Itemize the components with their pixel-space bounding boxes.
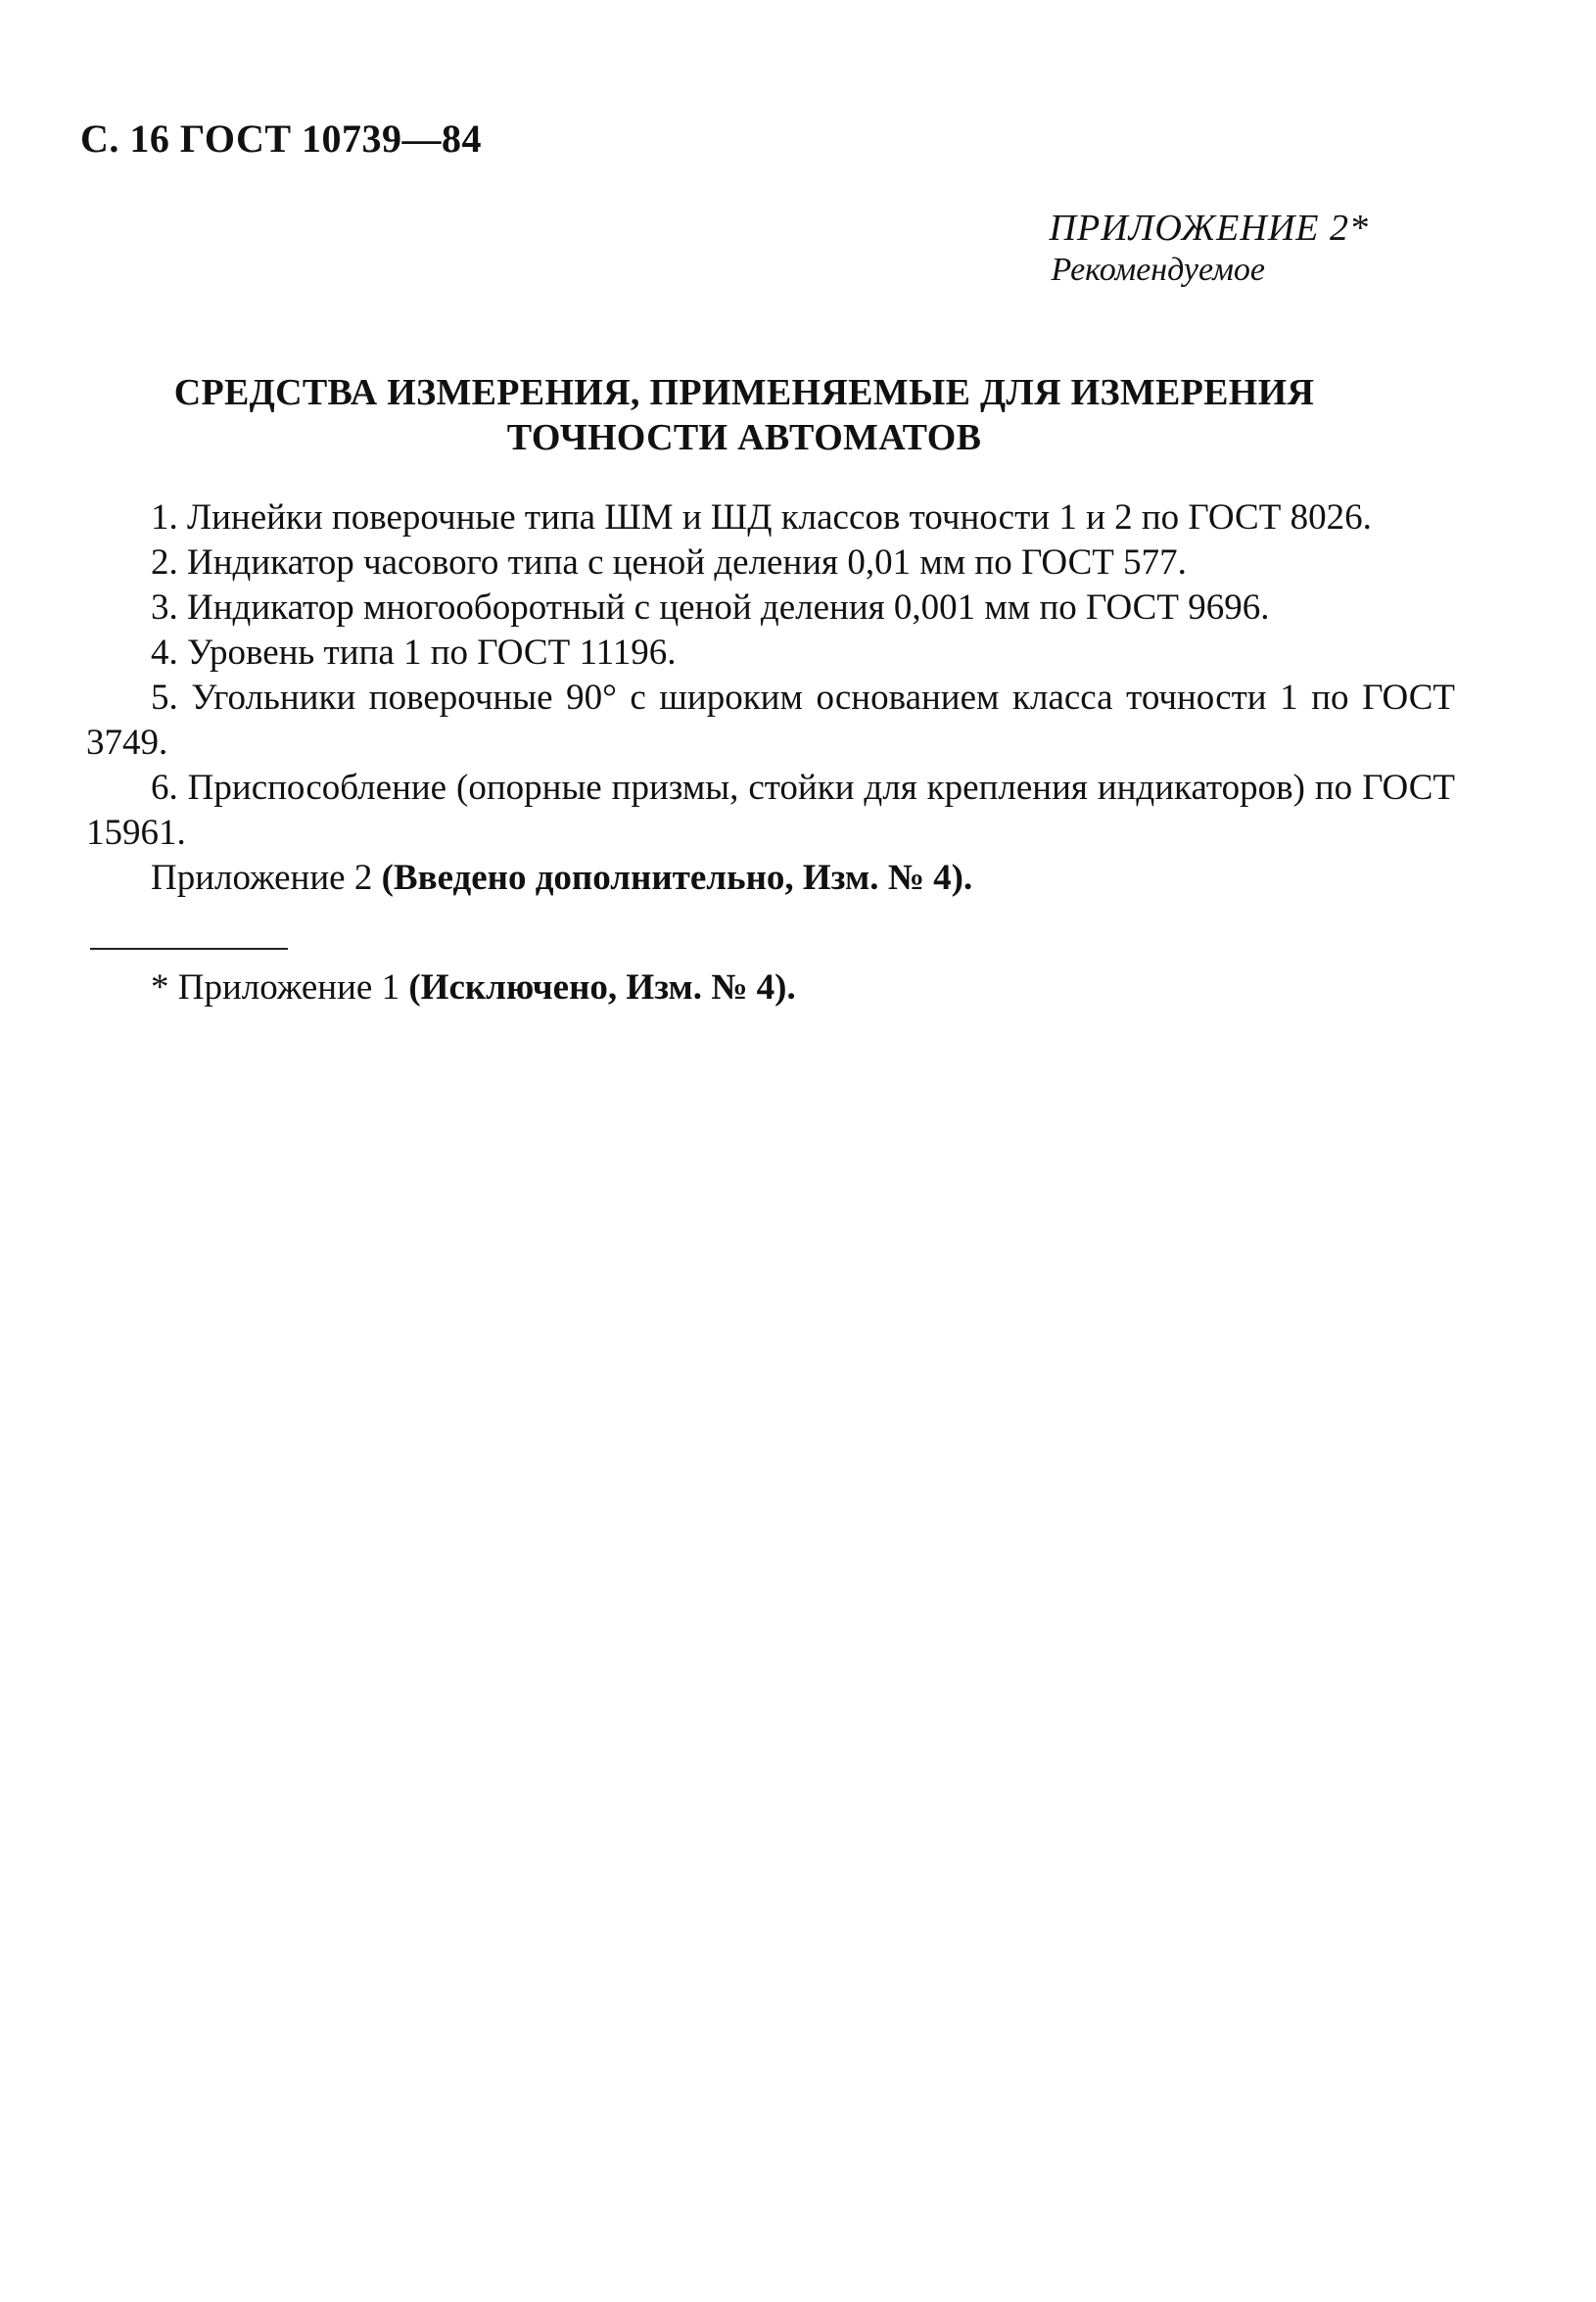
amendment-note-bold: (Введено дополнительно, Изм. № 4). xyxy=(381,858,973,898)
list-item: 3. Индикатор многооборотный с ценой деления 0,001 мм по ГОСТ 9696. xyxy=(151,587,1270,628)
list-item: 1. Линейки поверочные типа ШМ и ШД классов точности 1 и 2 по ГОСТ 8026. xyxy=(151,497,1372,538)
list-item: 2. Индикатор часового типа с ценой деления 0,01 мм по ГОСТ 577. xyxy=(151,542,1187,583)
list-item: 6. Приспособление (опорные призмы, стойки для крепления индикаторов) по ГОСТ 15961. xyxy=(86,768,1455,853)
appendix-status: Рекомендуемое xyxy=(1051,252,1266,288)
appendix-label xyxy=(1050,206,1369,290)
appendix-title: ПРИЛОЖЕНИЕ 2* xyxy=(1049,208,1369,249)
footnote-bold: (Исключено, Изм. № 4). xyxy=(408,967,796,1008)
document-title-line-1: СРЕДСТВА ИЗМЕРЕНИЯ, ПРИМЕНЯЕМЫЕ ДЛЯ ИЗМЕРЕНИЯ xyxy=(173,372,1315,413)
list-item: 4. Уровень типа 1 по ГОСТ 11196. xyxy=(151,633,677,673)
footnote-prefix: * Приложение 1 xyxy=(151,967,409,1008)
list-item: 5. Угольники поверочные 90° с широким основанием класса точности 1 по ГОСТ 3749. xyxy=(86,678,1455,763)
footnote xyxy=(151,965,796,1010)
page-header: С. 16 ГОСТ 10739—84 xyxy=(80,117,483,161)
document-title xyxy=(88,370,1400,460)
amendment-note-prefix: Приложение 2 xyxy=(151,858,382,898)
document-body xyxy=(86,495,1455,901)
footnote-divider xyxy=(90,948,288,950)
document-title-line-2: ТОЧНОСТИ АВТОМАТОВ xyxy=(506,417,982,458)
amendment-note xyxy=(86,856,1455,901)
